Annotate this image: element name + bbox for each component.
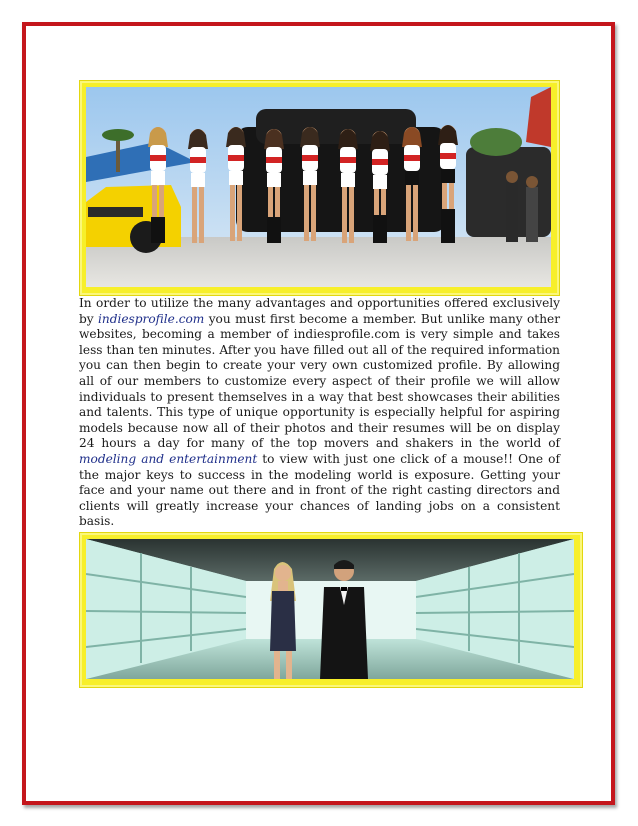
article-text-2: you must first become a member. But unlike many other websites, becoming a member of indiesprofile.com is very simple and takes less than ten minutes. After you have filled out all of the required information you can then begin to create your very own customized profile. By allowing all of our members to customize every aspect of their profile we will allow individuals to present themselves in a way that best showcases their abilities and talents. This type of unique opportunity is especially helpful for aspiring models because now all of their photos and their resumes will be on display 24 hours a day for many of the top movers and shakers in the world of (79, 311, 560, 451)
indiesprofile-link[interactable]: indiesprofile.com (98, 311, 205, 326)
article-paragraph (79, 296, 560, 530)
bottom-photo-frame (79, 532, 583, 688)
group-of-models-photo (86, 87, 551, 287)
top-photo-frame (79, 80, 560, 296)
couple-in-corridor-photo (86, 539, 574, 679)
article-text-1: In order to utilize the many advantages and opportunities offered exclusively by (79, 296, 560, 326)
article-text-3: to view with just one click of a mouse!! One of the major keys to success in the modeling world is exposure. Getting your face and your name out there and in front of the right casting directors and clients will greatly increase your chances of landing jobs on a consistent basis. (79, 451, 560, 529)
modeling-entertainment-link[interactable]: modeling and entertainment (79, 451, 258, 466)
